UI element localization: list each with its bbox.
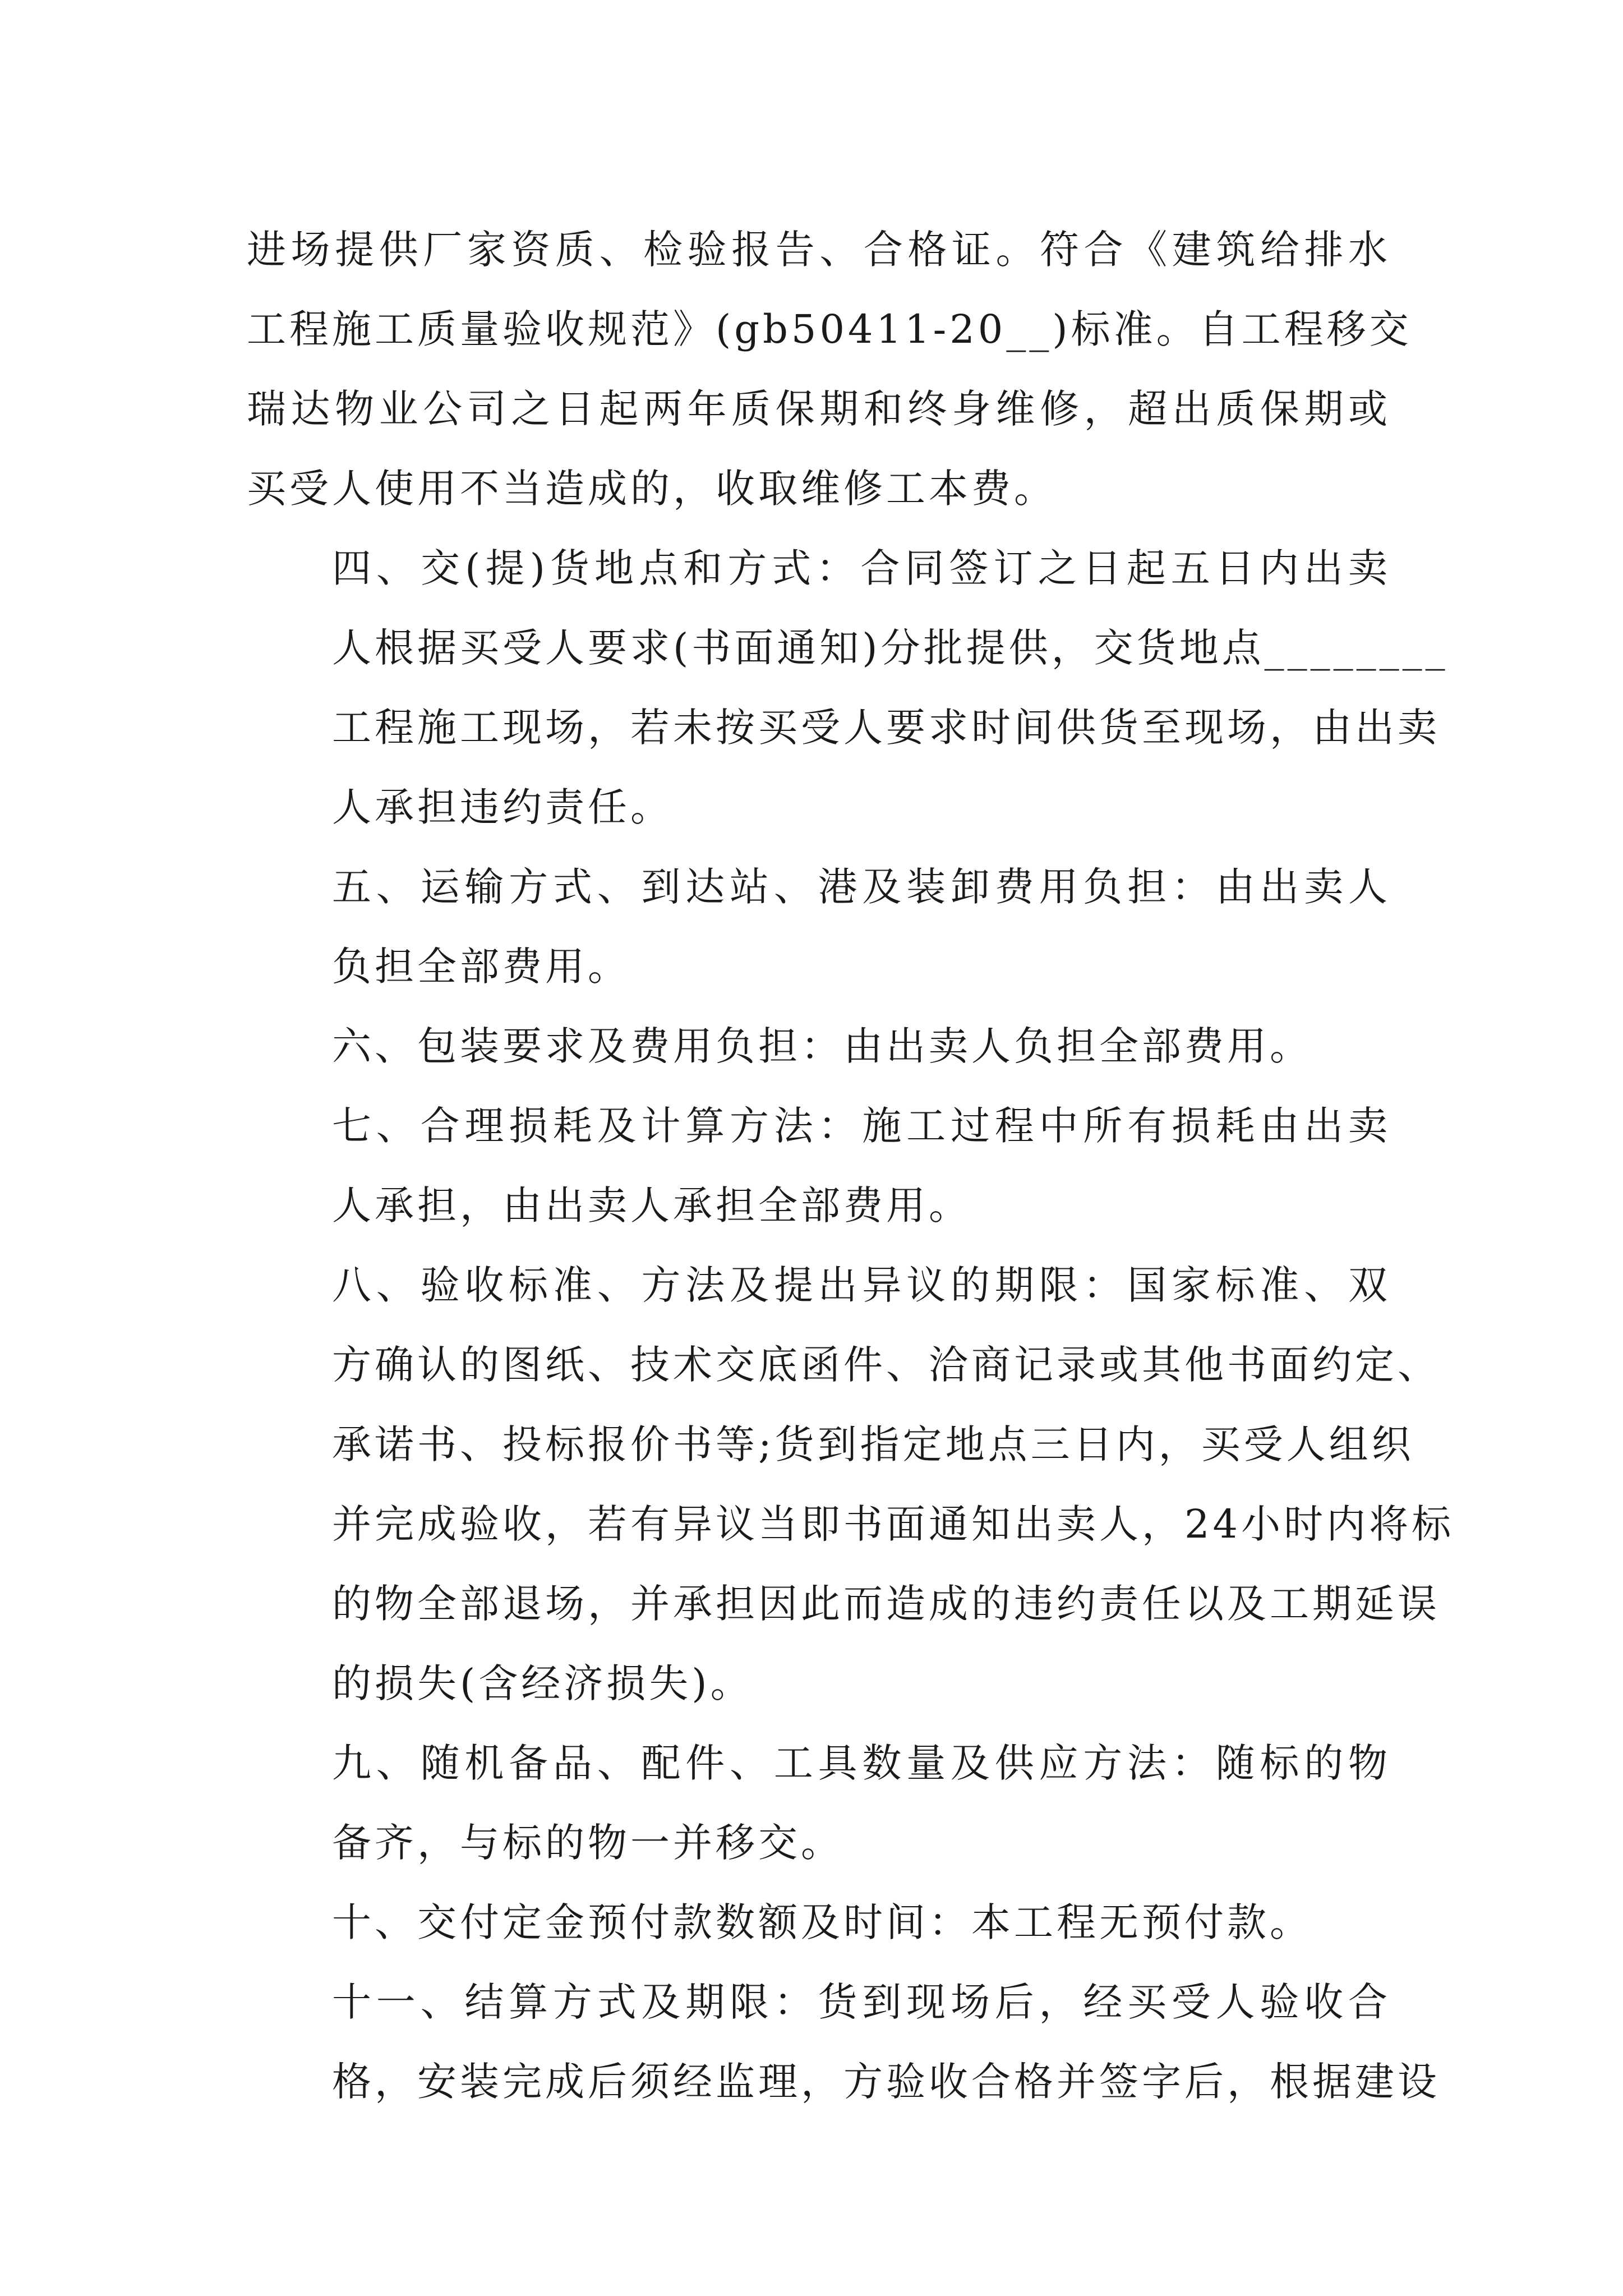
text-line: 人承担，由出卖人承担全部费用。 <box>332 1182 971 1228</box>
text-line: 备齐，与标的物一并移交。 <box>332 1820 843 1866</box>
text-line: 十一、结算方式及期限：货到现场后，经买受人验收合 <box>332 1979 1391 2025</box>
text-line: 的物全部退场，并承担因此而造成的违约责任以及工期延误 <box>332 1581 1440 1627</box>
text-line: 瑞达物业公司之日起两年质保期和终身维修，超出质保期或 <box>247 386 1391 432</box>
text-line: 方确认的图纸、技术交底函件、洽商记录或其他书面约定、 <box>332 1342 1440 1388</box>
paragraph-8-acceptance <box>247 1245 1455 1723</box>
text-line: 承诺书、投标报价书等;货到指定地点三日内，买受人组织 <box>332 1421 1414 1467</box>
text-line: 人承担违约责任。 <box>332 784 673 830</box>
text-line: 七、合理损耗及计算方法：施工过程中所有损耗由出卖 <box>332 1103 1391 1149</box>
text-line: 十、交付定金预付款数额及时间：本工程无预付款。 <box>332 1899 1312 1945</box>
text-line: 六、包装要求及费用负担：由出卖人负担全部费用。 <box>332 1023 1312 1069</box>
text-line: 五、运输方式、到达站、港及装卸费用负担：由出卖人 <box>332 864 1391 910</box>
text-line: 八、验收标准、方法及提出异议的期限：国家标准、双 <box>332 1262 1391 1308</box>
document-body <box>247 210 1455 2122</box>
paragraph-11-settlement <box>247 1962 1440 2122</box>
paragraph-9-spares <box>247 1723 1391 1883</box>
text-line: 九、随机备品、配件、工具数量及供应方法：随标的物 <box>332 1740 1391 1786</box>
text-line: 并完成验收，若有异议当即书面通知出卖人，24小时内将标 <box>332 1501 1455 1547</box>
paragraph-5-transport <box>247 847 1391 1006</box>
text-line: 四、交(提)货地点和方式：合同签订之日起五日内出卖 <box>332 545 1391 591</box>
paragraph-quality-cont <box>247 210 1412 528</box>
text-line: 进场提供厂家资质、检验报告、合格证。符合《建筑给排水 <box>247 227 1391 273</box>
paragraph-6-packaging <box>247 1006 1391 1086</box>
paragraph-7-loss <box>247 1086 1391 1245</box>
paragraph-10-deposit <box>247 1883 1391 1962</box>
text-line: 买受人使用不当造成的，收取维修工本费。 <box>247 466 1057 512</box>
text-line: 的损失(含经济损失)。 <box>332 1660 753 1706</box>
text-line: 人根据买受人要求(书面通知)分批提供，交货地点________ <box>332 625 1449 671</box>
paragraph-4-delivery <box>247 528 1449 847</box>
text-line: 工程施工现场，若未按买受人要求时间供货至现场，由出卖 <box>332 705 1440 751</box>
text-line: 格，安装完成后须经监理，方验收合格并签字后，根据建设 <box>332 2059 1440 2105</box>
text-line: 工程施工质量验收规范》(gb50411-20__)标准。自工程移交 <box>247 306 1412 352</box>
text-line: 负担全部费用。 <box>332 944 630 990</box>
